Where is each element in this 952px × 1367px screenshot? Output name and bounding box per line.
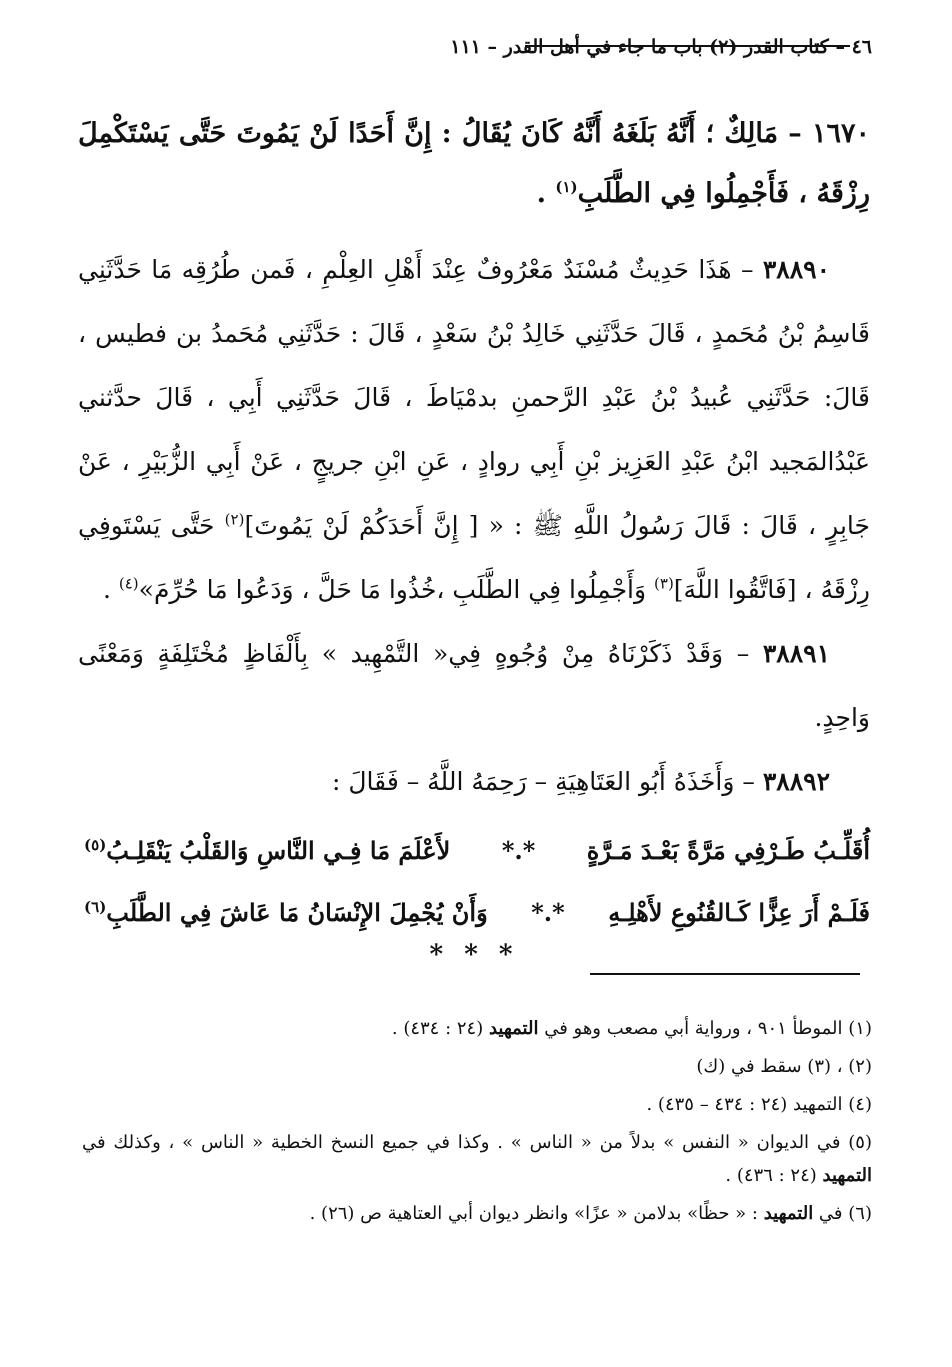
header-rule — [525, 45, 850, 47]
paragraph-number: ٣٨٨٩٢ — [762, 767, 830, 796]
hadith-number: ١٦٧٠ — [811, 118, 870, 149]
running-header: ٤٦ – كتاب القدر (٢) باب ما جاء في أهل القدر – ١١١ — [450, 36, 872, 58]
footnotes — [82, 1012, 872, 1235]
verse-separator: *.* — [531, 898, 565, 927]
footnote-text-end: : « حظًا» بدلامن « عزًا» وانظر ديوان أبي العتاهية ص (٢٦) . — [309, 1203, 764, 1224]
footnote-ref: (٢٤ : ٤٣٤) . — [391, 1018, 489, 1039]
footnote-6 — [82, 1197, 872, 1230]
paragraph-text-a: – هَذَا حَدِيثٌ مُسْنَدٌ مَعْرُوفٌ عِنْدَ أَهْلِ العِلْمِ ، فَمن طُرُقِه مَا حَدَّثَنِي قَاسِمُ بْنُ مُحَمدٍ ، قَالَ حَدَّثَنِي خَالِدُ بْنُ سَعْدٍ ، قَالَ : حَدَّثَنِي مُحَمدُ بن فطيس ، قَالَ: حَدَّثَنِي عُبيدُ بْنُ عَبْدِ الرَّحمنِ بدمْيَاطَ ، قَالَ حَدَّثَنِي أَبِي ، قَالَ حدَّثني عَبْدُالمَجيد ابْنُ عَبْدِ العَزِيز بْنِ أَبِي روادٍ ، عَنِ ابْنِ جريجٍ ، عَنْ أَبِي الزُّبَيْرِ ، عَنْ جَابِرٍ ، قَالَ : قَالَ رَسُولُ اللَّهِ ﷺ : « [ إِنَّ أَحَدَكُمْ لَنْ يَمُوتَ] — [78, 255, 870, 540]
footnote-5 — [82, 1126, 872, 1192]
footnote-text: الموطأ ٩٠١ ، ورواية أبي مصعب وهو في — [538, 1018, 849, 1039]
footnote-ref-6: (٦) — [84, 898, 107, 916]
paragraph-text-b: حَتَّى يَسْتَوفِي رِزْقَهُ ، [فَاتَّقُوا اللَّهَ] — [78, 511, 870, 604]
footnote-number: (٥) — [848, 1132, 872, 1153]
verse-1-first-hemistich: أُقَلِّـبُ طَـرْفِي مَرَّةً بَعْـدَ مَـرَّةٍ — [586, 836, 870, 865]
verse-2-second-hemistich — [84, 882, 488, 944]
verse-2 — [78, 882, 870, 944]
poem — [78, 820, 870, 970]
paragraph-number: ٣٨٨٩١ — [762, 639, 831, 668]
footnote-ref-1: (١) — [555, 178, 578, 196]
footnote-1 — [82, 1012, 872, 1045]
verse-1 — [78, 820, 870, 882]
footnote-ref-3: (٣) — [654, 574, 674, 593]
verse-2-second-text: وَأَنْ يُجْمِلَ الإِنْسَانُ مَا عَاشَ فِي الطَّلَبِ — [106, 898, 488, 927]
verse-2-first-hemistich: فَلَـمْ أَرَ عِزًّا كَـالقُنُوعِ لأَهْلِـهِ — [608, 898, 870, 927]
footnote-number: (١) — [848, 1018, 872, 1039]
verse-1-second-hemistich — [84, 820, 450, 882]
hadith-end: . — [536, 178, 556, 209]
footnote-ref-2: (٢) — [224, 510, 245, 529]
paragraph-text: – وَقَدْ ذَكَرْنَاهُ مِنْ وُجُوهٍ فِي« التَّمْهِيد » بِأَلْفَاظٍ مُخْتَلِفَةٍ وَمَعْنًى وَاحِدٍ. — [78, 639, 870, 732]
footnote-rule — [590, 973, 860, 975]
paragraph-38891 — [78, 622, 870, 750]
paragraph-end: . — [102, 575, 119, 604]
paragraph-number: ٣٨٨٩٠ — [762, 255, 830, 284]
footnote-source: التمهيد — [763, 1203, 814, 1224]
footnote-source: التمهيد — [488, 1018, 539, 1039]
footnote-2-3: (٢) ، (٣) سقط في (ك) — [696, 1056, 872, 1077]
verse-1-second-text: لأَعْلَمَ مَا فِـي النَّاسِ وَالقَلْبُ يَنْقَلِـبُ — [106, 836, 451, 865]
footnote-ref-5: (٥) — [84, 836, 107, 854]
footnote-ref: (٢٤ : ٤٣٦) . — [725, 1165, 823, 1186]
paragraph-38892 — [78, 750, 870, 814]
footnote-ref-4: (٤) — [118, 574, 139, 593]
hadith-1670 — [78, 104, 870, 224]
footnote-4: (٤) التمهيد (٢٤ : ٤٣٤ – ٤٣٥) . — [646, 1094, 872, 1115]
footnote-text: في الديوان « النفس » بدلاً من « الناس » . وكذا في جميع النسخ الخطية « الناس » ، وكذلك في — [82, 1132, 849, 1153]
footnote-number: (٦) — [848, 1203, 872, 1224]
main-text — [78, 104, 870, 970]
paragraph-38890 — [78, 238, 870, 622]
verse-separator: *.* — [501, 836, 536, 865]
footnote-text: في — [813, 1203, 849, 1224]
section-end-stars: * * * — [429, 940, 519, 970]
paragraph-text-c: وَأَجْمِلُوا فِي الطَّلَبِ ،خُذُوا مَا حَلَّ ، وَدَعُوا مَا حُرِّمَ» — [138, 575, 655, 604]
footnote-source: التمهيد — [822, 1165, 872, 1186]
hadith-text: – مَالِكٌ ؛ أَنَّهُ بَلَغَهُ أَنَّهُ كَانَ يُقَالُ : إِنَّ أَحَدًا لَنْ يَمُوتَ حَتَّى يَسْتَكْمِلَ رِزْقَهُ ، فَأَجْمِلُوا فِي الطَّلَبِ — [78, 118, 870, 209]
paragraph-text: – وَأَخَذَهُ أَبُو العَتَاهِيَةِ – رَحِمَهُ اللَّهُ – فَقَالَ : — [332, 767, 755, 796]
